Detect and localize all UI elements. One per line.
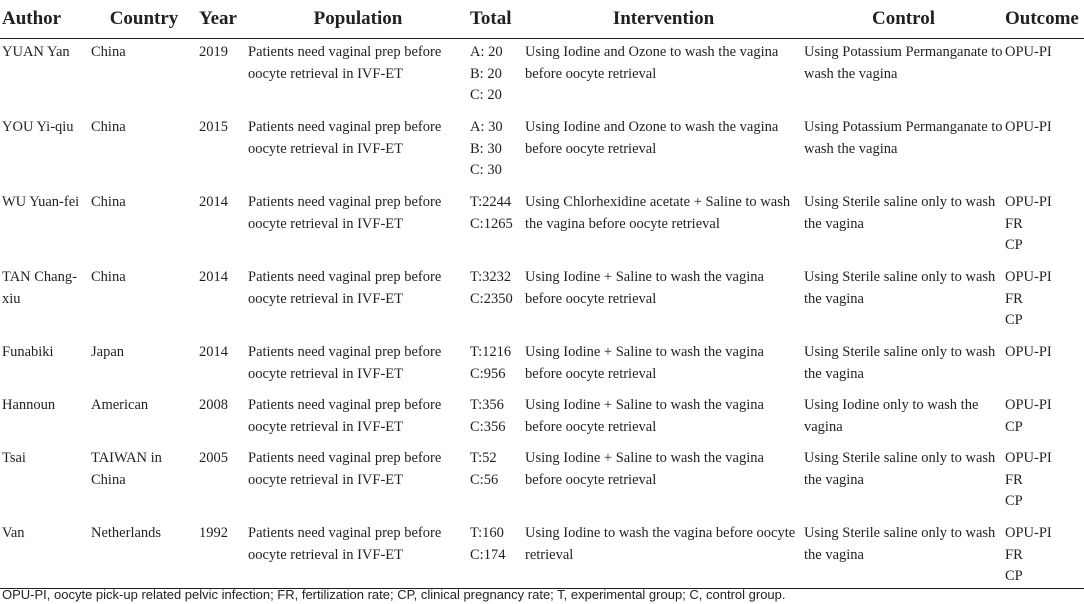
cell-population: Patients need vaginal prep before oocyte retrieval in IVF-ET [248, 269, 442, 307]
cell-intervention: Using Iodine + Saline to wash the vagina before oocyte retrieval [525, 344, 764, 382]
cell-population: Patients need vaginal prep before oocyte retrieval in IVF-ET [248, 119, 442, 157]
cell-control: Using Potassium Permanganate to wash the vagina [804, 119, 1003, 157]
cell-control: Using Sterile saline only to wash the vagina [804, 344, 996, 382]
cell-author: Hannoun [2, 397, 56, 413]
cell-intervention: Using Chlorhexidine acetate + Saline to wash the vagina before oocyte retrieval [525, 194, 791, 232]
cell-outcome: OPU-PI [1005, 44, 1052, 60]
cell-outcome: OPU-PI [1005, 344, 1052, 360]
cell-total: T:356 C:356 [470, 397, 506, 435]
header-control: Control [802, 0, 1003, 39]
cell-year: 2014 [199, 194, 228, 210]
header-author: Author [0, 0, 89, 39]
cell-country: American [91, 397, 149, 413]
cell-total: T:3232 C:2350 [470, 269, 513, 307]
cell-intervention: Using Iodine + Saline to wash the vagina before oocyte retrieval [525, 450, 764, 488]
cell-control: Using Potassium Permanganate to wash the vagina [804, 44, 1003, 82]
header-total: Total [468, 0, 523, 39]
cell-population: Patients need vaginal prep before oocyte retrieval in IVF-ET [248, 397, 442, 435]
header-year: Year [197, 0, 246, 39]
header-country: Country [89, 0, 197, 39]
cell-outcome: OPU-PI FR CP [1005, 450, 1052, 509]
cell-population: Patients need vaginal prep before oocyte retrieval in IVF-ET [248, 194, 442, 232]
cell-total: T:160 C:174 [468, 520, 523, 588]
cell-year: 2015 [199, 119, 228, 135]
cell-total: T:52 C:56 [470, 450, 499, 488]
cell-country: China [91, 269, 126, 285]
cell-outcome: OPU-PI FR CP [1005, 269, 1052, 328]
table-footnote: OPU-PI, oocyte pick-up related pelvic infection; FR, fertilization rate; CP, clinical pregnancy rate; T, experimental group; C, control group. [2, 587, 786, 602]
cell-outcome: OPU-PI CP [1005, 397, 1052, 435]
cell-total: T:2244 C:1265 [470, 194, 513, 232]
table-row [0, 39, 1084, 115]
cell-population: Patients need vaginal prep before oocyte retrieval in IVF-ET [248, 450, 442, 488]
cell-author: YOU Yi-qiu [2, 119, 74, 135]
cell-year: 2014 [199, 344, 228, 360]
table-header [0, 0, 1084, 39]
table-row [0, 264, 1084, 339]
table-row [0, 520, 1084, 588]
cell-intervention: Using Iodine + Saline to wash the vagina before oocyte retrieval [525, 397, 764, 435]
table-row [0, 339, 1084, 392]
cell-intervention: Using Iodine and Ozone to wash the vagina before oocyte retrieval [525, 44, 779, 82]
table-body [0, 39, 1084, 589]
cell-year: 2005 [199, 450, 228, 466]
cell-population: Patients need vaginal prep before oocyte retrieval in IVF-ET [246, 520, 468, 588]
cell-outcome: OPU-PI FR CP [1005, 194, 1052, 253]
cell-intervention: Using Iodine and Ozone to wash the vagina before oocyte retrieval [525, 119, 779, 157]
cell-country: China [91, 44, 126, 60]
cell-country: Japan [91, 344, 125, 360]
cell-total: A: 20 B: 20 C: 20 [470, 44, 503, 103]
header-outcome: Outcome [1003, 0, 1084, 39]
table-row [0, 445, 1084, 520]
cell-intervention: Using Iodine to wash the vagina before oocyte retrieval [523, 520, 802, 588]
cell-year: 2008 [199, 397, 228, 413]
cell-control: Using Sterile saline only to wash the vagina [804, 450, 996, 488]
cell-control: Using Sterile saline only to wash the vagina [802, 520, 1003, 588]
cell-country: China [91, 194, 126, 210]
cell-control: Using Sterile saline only to wash the vagina [804, 269, 996, 307]
cell-year: 2014 [199, 269, 228, 285]
cell-author: Tsai [2, 450, 26, 466]
header-row [0, 0, 1084, 39]
cell-total: A: 30 B: 30 C: 30 [470, 119, 503, 178]
cell-control: Using Sterile saline only to wash the vagina [804, 194, 996, 232]
header-intervention: Intervention [523, 0, 802, 39]
table-row [0, 189, 1084, 264]
cell-population: Patients need vaginal prep before oocyte retrieval in IVF-ET [248, 44, 442, 82]
table-row [0, 114, 1084, 189]
cell-outcome: OPU-PI [1005, 119, 1052, 135]
cell-country: TAIWAN in China [91, 450, 162, 488]
header-population: Population [246, 0, 468, 39]
table-row [0, 392, 1084, 445]
cell-control: Using Iodine only to wash the vagina [804, 397, 979, 435]
cell-year: 2019 [199, 44, 228, 60]
cell-author: Funabiki [2, 344, 54, 360]
cell-year: 1992 [197, 520, 246, 588]
cell-outcome: OPU-PI FR CP [1003, 520, 1084, 588]
cell-population: Patients need vaginal prep before oocyte retrieval in IVF-ET [248, 344, 442, 382]
cell-country: China [91, 119, 126, 135]
cell-author: TAN Chang-xiu [2, 269, 77, 307]
cell-total: T:1216 C:956 [470, 344, 512, 382]
cell-country: Netherlands [89, 520, 197, 588]
cell-author: WU Yuan-fei [2, 194, 80, 210]
cell-intervention: Using Iodine + Saline to wash the vagina before oocyte retrieval [525, 269, 764, 307]
cell-author: Van [0, 520, 89, 588]
cell-author: YUAN Yan [2, 44, 70, 60]
